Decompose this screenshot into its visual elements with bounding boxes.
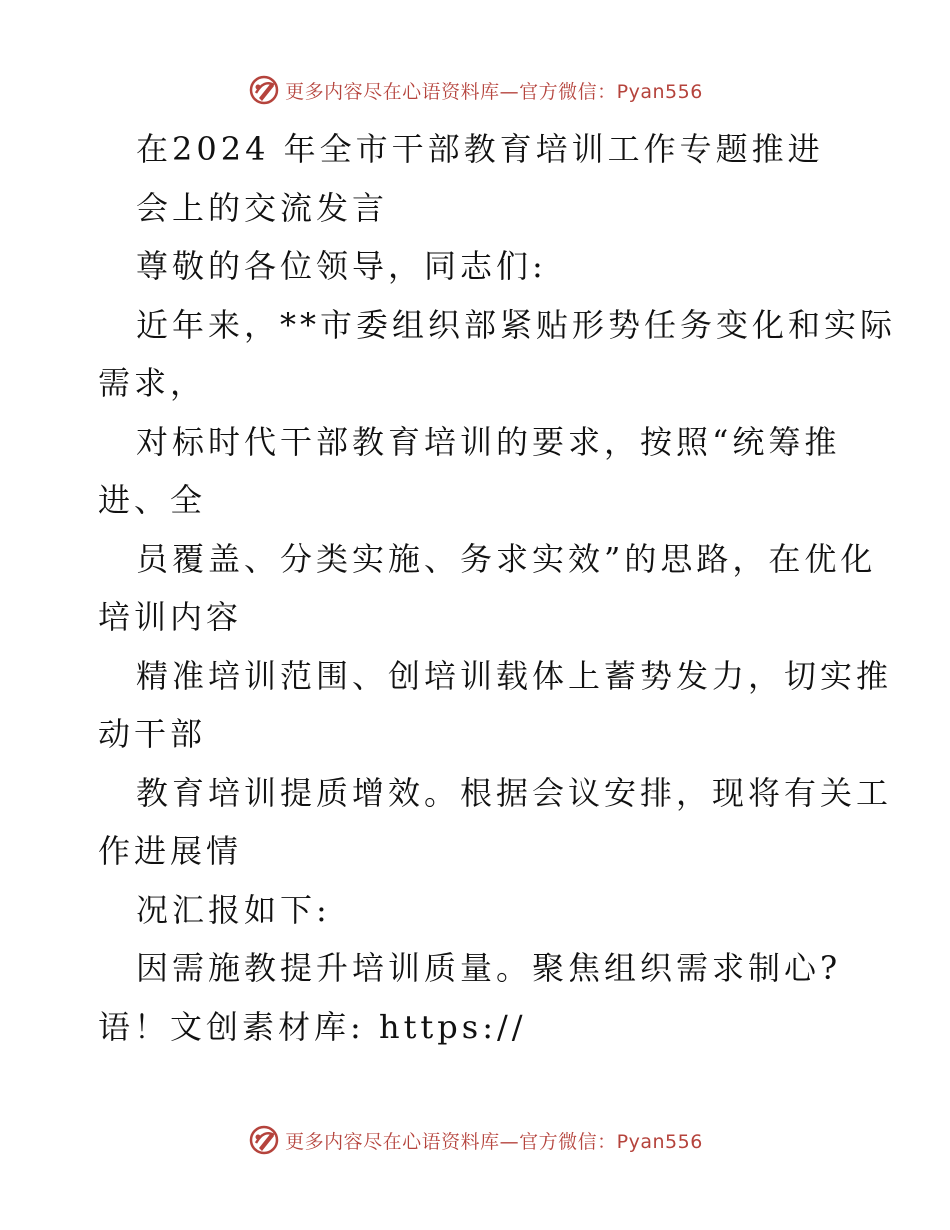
text-line: 会上的交流发言 bbox=[136, 188, 389, 227]
text-line: 教育培训提质增效。根据会议安排，现将有关工 bbox=[136, 773, 893, 812]
text-line: 员覆盖、分类实施、务求实效”的思路，在优化 bbox=[136, 539, 877, 578]
text-line: 况汇报如下: bbox=[136, 890, 331, 929]
text-line: 近年来，**市委组织部紧贴形势任务变化和实际 bbox=[136, 305, 897, 344]
text-line: 语！文创素材库: https:// bbox=[98, 1007, 527, 1046]
document-body bbox=[98, 120, 897, 1056]
watermark-text: 更多内容尽在心语资料库—官方微信：Pyan556 bbox=[285, 1130, 703, 1153]
logo-icon bbox=[247, 1123, 281, 1157]
text-line: 对标时代干部教育培训的要求，按照“统筹推 bbox=[136, 422, 841, 461]
text-line: 进、全 bbox=[98, 481, 207, 519]
text-line: 作进展情 bbox=[98, 832, 243, 870]
text-line: 尊敬的各位领导，同志们: bbox=[136, 247, 547, 285]
watermark-text: 更多内容尽在心语资料库—官方微信：Pyan556 bbox=[285, 80, 703, 103]
text-line: 培训内容 bbox=[98, 598, 243, 636]
header-watermark bbox=[0, 70, 950, 110]
text-line: 需求， bbox=[98, 364, 207, 402]
text-line: 动干部 bbox=[98, 715, 207, 753]
text-line: 在2024 年全市干部教育培训工作专题推进 bbox=[136, 130, 824, 168]
text-line: 因需施教提升培训质量。聚焦组织需求制心? bbox=[136, 949, 842, 987]
logo-icon bbox=[247, 73, 281, 107]
footer-watermark bbox=[0, 1120, 950, 1160]
text-line: 精准培训范围、创培训载体上蓄势发力，切实推 bbox=[136, 656, 893, 695]
